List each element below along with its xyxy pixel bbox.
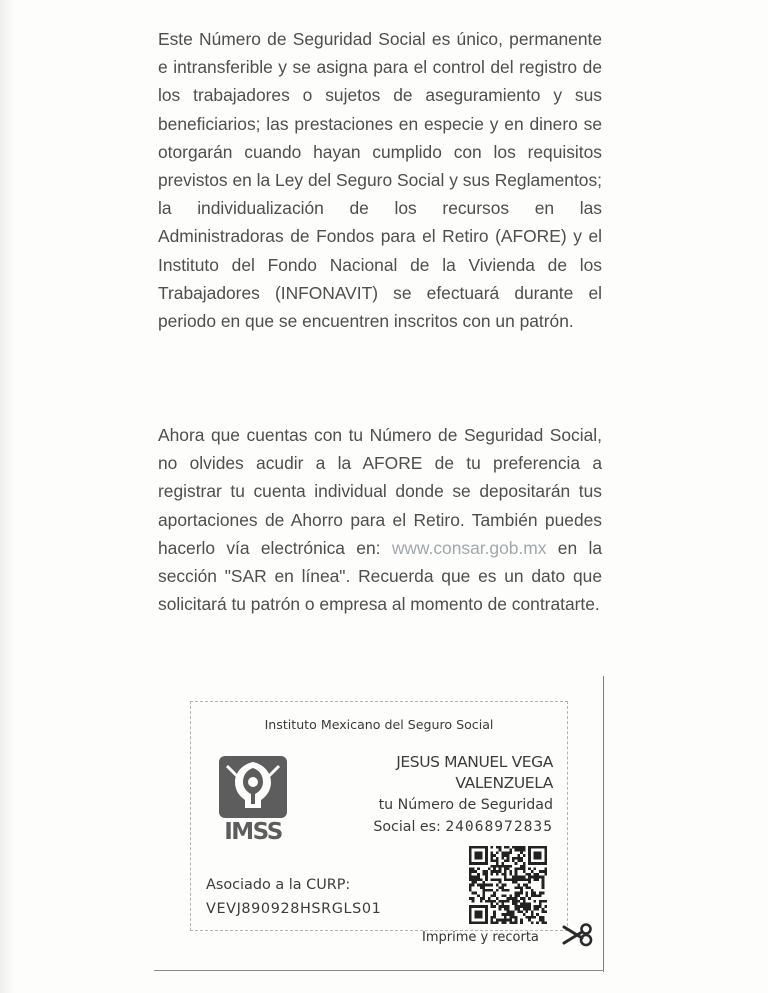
card-header: Instituto Mexicano del Seguro Social [264, 717, 494, 732]
nss-label-line1: tu Número de Seguridad [378, 797, 553, 813]
nss-card [190, 701, 568, 931]
cut-guide-bottom [154, 970, 604, 971]
afore-instructions-paragraph [158, 421, 602, 618]
cut-guide-right [603, 676, 604, 972]
imss-logo-icon [213, 754, 293, 820]
scan-edge [0, 0, 14, 993]
consar-link[interactable]: www.consar.gob.mx [391, 537, 547, 558]
paragraph2-text-after: en la sección "SAR en línea". Recuerda que es un dato que solicitará tu patrón o empresa al momento de contratarte. [158, 537, 602, 615]
nss-label [373, 795, 553, 838]
imss-logo-text: IMSS [224, 819, 282, 845]
holder-name-line1: JESUS MANUEL VEGA [396, 753, 553, 771]
holder-name-line2: VALENZUELA [455, 774, 553, 792]
holder-name [396, 752, 553, 794]
imss-logo [213, 754, 293, 845]
nss-label-line2: Social es: [373, 819, 446, 835]
qr-code-icon [469, 846, 547, 924]
curp-label: Asociado a la CURP: [206, 877, 351, 893]
print-and-cut-label: Imprime y recorta [422, 930, 539, 945]
curp-value: VEVJ890928HSRGLS01 [206, 901, 382, 917]
paragraph2-text-before: Ahora que cuentas con tu Número de Seguridad Social, no olvides acudir a la AFORE de tu preferencia a registrar tu cuenta individual donde se depositarán tus aportaciones de Ahorro para el Retiro. También puedes hacerlo vía electrónica en: [158, 425, 602, 558]
nss-description-paragraph: Este Número de Seguridad Social es único, permanente e intransferible y se asigna para el control del registro de los trabajadores o sujetos de aseguramiento y sus beneficiarios; las prestaciones en especie y en dinero se otorgarán cuando hayan cumplido con los requisitos previstos en la Ley del Seguro Social y sus Reglamentos; la individualización de los recursos en las Administradoras de Fondos para el Retiro (AFORE) y el Instituto del Fondo Nacional de la Vivienda de los Trabajadores (INFONAVIT) se efectuará durante el periodo en que se encuentren inscritos con un patrón. [158, 29, 602, 332]
scissors-icon [562, 922, 594, 948]
nss-number: 24068972835 [445, 818, 553, 835]
